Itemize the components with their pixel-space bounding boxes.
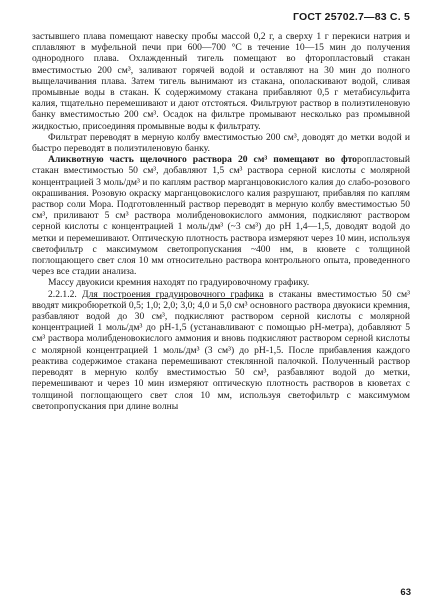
section-number: 2.2.1.2. [48, 288, 77, 300]
section-rest: в стаканы вместимостью 50 см³ вводят микробюреткой 0,5; 1,0; 2,0; 3,0; 4,0 и 5,0 см³ основного раствора двуокиси кремния, разбавляют водой до 30 см³, подкисляют раствором серной кислоты с молярной концентрацией 1 моль/дм³ до рН-1,5 (устанавливают с помощью рН-метра), добавляют 5 см³ раствора молибденовокислого аммония и вновь подкисляют раствором серной кислоты с молярной концентрацией 1 моль/дм³ (3 см³) до рН-1,5. После прибавления каждого реактива содержимое стакана перемешивают стеклянной палочкой. Полученный раствор переводят в мерную колбу вместимостью 50 см³, разбавляют водой до метки, перемешивают и через 10 мин измеряют оптическую плотность растворов в кюветах с толщиной поглощающего свет слоя 10 мм, используя светофильтр с максимумом светопропускания при длине волны [32, 288, 411, 412]
page-header: ГОСТ 25702.7—83 С. 5 [293, 11, 410, 23]
paragraph-mass: Массу двуокиси кремния находят по градуировочному графику. [48, 277, 310, 289]
paragraph-aliquot [32, 154, 410, 277]
aliquot-lead: Аликвотную часть щелочного раствора 20 см³ помещают во фто [48, 154, 357, 166]
section-underlined: Для построения градуировочного графика [82, 288, 264, 300]
paragraph-filtrate: Фильтрат переводят в мерную колбу вместимостью 200 см³, доводят до метки водой и быстро переводят в полиэтиленовую банку. [32, 131, 410, 155]
document-body [32, 31, 410, 412]
paragraph-calibration [32, 289, 410, 412]
page-number: 63 [400, 587, 411, 598]
paragraph-fusion: застывшего плава помещают навеску пробы массой 0,2 г, а сверху 1 г перекиси натрия и сплавляют в муфельной печи при 600—700 °С в течение 10—15 мин до получения однородного плава. Охлажденный тигель помещают во фторопластовый стакан вместимостью 200 см³, заливают горячей водой и оставляют на 30 мин до полного выщелачивания плава. Затем тигель вынимают из стакана, ополаскивают водой, сливая промывные воды в стакан. К содержимому стакана прибавляют 0,5 г метабисульфита калия, тщательно перемешивают и дают отстояться. Фильтруют раствор в полиэтиленовую банку вместимостью 200 см³. Осадок на фильтре промывают несколько раз промывной жидкостью, присоединяя промывные воды к фильтрату. [32, 31, 410, 132]
aliquot-rest: ропластовый стакан вместимостью 50 см³, добавляют 1,5 см³ раствора серной кислоты с молярной концентрацией 3 моль/дм³ и по каплям раствор марганцовокислого калия до слабо-розового окрашивания. Розовую окраску марганцовокислого калия разрушают, прибавляя по каплям раствор соли Мора. Подготовленный раствор переводят в мерную колбу вместимостью 50 см³, приливают 5 см³ раствора молибденовокислого аммония, подкисляют раствором серной кислоты с концентрацией 1 моль/дм³ (~3 см³) до рН 1,4—1,5, доводят водой до метки и перемешивают. Оптическую плотность раствора измеряют через 10 мин, используя светофильтр с максимумом светопропускания ~400 нм, в кювете с толщиной поглощающего свет слоя 10 мм относительно раствора контрольного опыта, проведенного через все стадии анализа. [32, 154, 410, 278]
